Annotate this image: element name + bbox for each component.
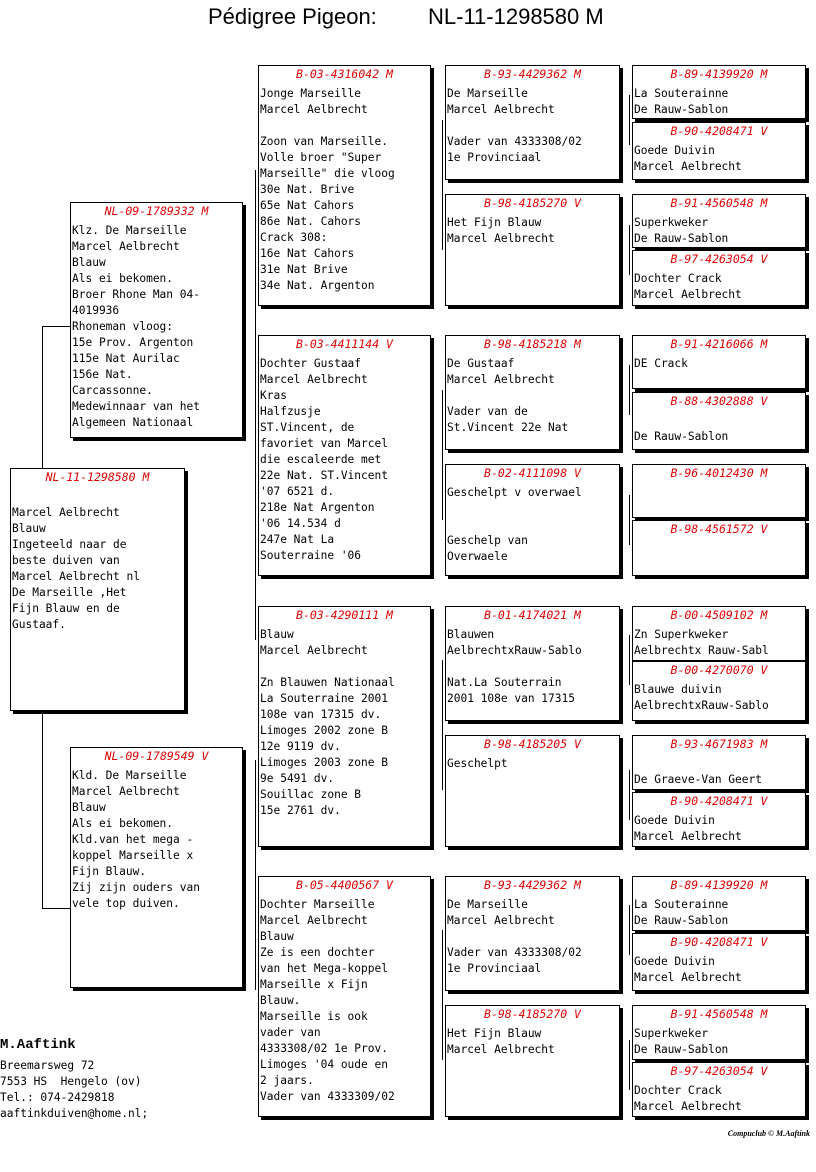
pigeon-card-great-grandparent	[445, 735, 620, 847]
owner-address: Breemarsweg 72	[0, 1059, 95, 1072]
pigeon-card-ancestor	[632, 392, 806, 450]
pigeon-description: Dochter Marseille Marcel Aelbrecht Blauw Ze is een dochter van het Mega-koppel Marseille x Fijn Blauw. Marseille is ook vader van 4333308/02 1e Prov. Limoges '04 oude en 2 jaars. Vader van 4333309/02	[260, 898, 395, 1103]
ring-number: B-96-4012430 M	[670, 466, 768, 480]
connector-line	[629, 1040, 630, 1090]
pigeon-description: Zn Superkweker Aelbrechtx Rauw-Sabl	[634, 628, 769, 657]
connector-line	[629, 635, 630, 685]
ring-number: B-93-4671983 M	[670, 737, 768, 751]
ring-number: B-98-4185270 V	[484, 196, 581, 210]
pigeon-description: Dochter Gustaaf Marcel Aelbrecht Kras Halfzusje ST.Vincent, de favoriet van Marcel die escaleerde met 22e Nat. ST.Vincent '07 6521 d. 218e Nat Argenton '06 14.534 d 247e Nat La Souterraine '06	[260, 357, 388, 562]
pigeon-card-ancestor	[632, 661, 806, 721]
footer-credit: Compuclub © M.Aaftink	[727, 1129, 810, 1138]
ring-number: B-90-4208471 V	[670, 124, 768, 138]
ring-number: B-93-4429362 M	[484, 878, 581, 892]
ring-number: B-91-4560548 M	[670, 1007, 768, 1021]
pigeon-description: De Rauw-Sablon	[634, 430, 729, 443]
pigeon-card-grandparent	[258, 65, 431, 306]
pigeon-description: Geschelpt v overwael Geschelp van Overwaele	[447, 486, 582, 563]
pigeon-description: Superkweker De Rauw-Sablon	[634, 216, 729, 245]
ring-number: B-90-4208471 V	[670, 935, 768, 949]
pigeon-card-grandparent	[258, 335, 431, 576]
pigeon-description: Blauwe duivin AelbrechtxRauw-Sablo	[634, 683, 769, 712]
pigeon-card-ancestor	[632, 1005, 806, 1060]
pigeon-card-ancestor	[632, 464, 806, 518]
owner-email: aaftinkduiven@home.nl;	[0, 1107, 149, 1120]
pigeon-card-ancestor	[632, 65, 806, 119]
ring-number: B-90-4208471 V	[670, 794, 768, 808]
pigeon-card-grandparent	[258, 876, 431, 1117]
pigeon-card-father	[70, 202, 243, 438]
ring-number: B-98-4185205 V	[484, 737, 581, 751]
pigeon-card-ancestor	[632, 876, 806, 931]
ring-number: B-98-4185270 V	[484, 1007, 581, 1021]
pigeon-card-great-grandparent	[445, 1005, 620, 1117]
pigeon-description: Geschelpt	[447, 757, 508, 770]
pigeon-card-ancestor	[632, 933, 806, 991]
pigeon-description: De Graeve-Van Geert	[634, 773, 762, 786]
pigeon-card-great-grandparent	[445, 335, 620, 450]
connector-line	[442, 660, 443, 790]
title-ring-number: NL-11-1298580 M	[428, 4, 604, 29]
ring-number: B-89-4139920 M	[670, 67, 768, 81]
ring-number: B-91-4560548 M	[670, 196, 768, 210]
pigeon-description: La Souterainne De Rauw-Sablon	[634, 87, 729, 116]
ring-number: B-01-4174021 M	[484, 608, 581, 622]
ring-number: B-93-4429362 M	[484, 67, 581, 81]
pigeon-card-great-grandparent	[445, 65, 620, 180]
ring-number: B-91-4216066 M	[670, 337, 768, 351]
ring-number: B-98-4561572 V	[670, 522, 768, 536]
connector-line	[629, 770, 630, 820]
owner-info	[0, 1036, 148, 1122]
pigeon-card-great-grandparent	[445, 194, 620, 306]
connector-line	[629, 225, 630, 275]
pigeon-card-grandparent	[258, 606, 431, 847]
connector-line	[629, 495, 630, 545]
connector-line	[42, 908, 70, 909]
connector-line	[42, 326, 43, 469]
ring-number: B-00-4270070 V	[670, 663, 768, 677]
pigeon-description: Kld. De Marseille Marcel Aelbrecht Blauw Als ei bekomen. Kld.van het mega - koppel Marseille x Fijn Blauw. Zij zijn ouders van vele top duiven.	[72, 769, 200, 910]
connector-line	[255, 170, 256, 640]
pigeon-description: Blauwen AelbrechtxRauw-Sablo Nat.La Souterrain 2001 108e van 17315	[447, 628, 582, 705]
pigeon-card-subject	[10, 468, 185, 711]
pigeon-description: Goede Duivin Marcel Aelbrecht	[634, 814, 742, 843]
pigeon-card-ancestor	[632, 520, 806, 576]
ring-number: B-97-4263054 V	[670, 1064, 768, 1078]
pigeon-card-ancestor	[632, 250, 806, 306]
ring-number: B-98-4185218 M	[484, 337, 581, 351]
pigeon-description: Het Fijn Blauw Marcel Aelbrecht	[447, 1027, 555, 1056]
ring-number: NL-11-1298580 M	[45, 470, 150, 484]
ring-number: B-02-4111098 V	[484, 466, 581, 480]
title-label: Pédigree Pigeon:	[208, 4, 377, 29]
pigeon-description: Dochter Crack Marcel Aelbrecht	[634, 1084, 742, 1113]
pigeon-card-ancestor	[632, 335, 806, 389]
ring-number: B-88-4302888 V	[670, 394, 768, 408]
owner-postal-city: 7553 HS Hengelo (ov)	[0, 1075, 142, 1088]
connector-line	[42, 326, 70, 327]
pigeon-card-great-grandparent	[445, 464, 620, 576]
pigeon-description: De Marseille Marcel Aelbrecht Vader van 4333308/02 1e Provinciaal	[447, 87, 582, 164]
ring-number: NL-09-1789549 V	[104, 749, 209, 763]
pigeon-description: Marcel Aelbrecht Blauw Ingeteeld naar de beste duiven van Marcel Aelbrecht nl De Marseille ,Het Fijn Blauw en de Gustaaf.	[12, 506, 140, 631]
pigeon-card-great-grandparent	[445, 876, 620, 991]
ring-number: NL-09-1789332 M	[104, 204, 209, 218]
connector-line	[629, 365, 630, 415]
pigeon-description: Blauw Marcel Aelbrecht Zn Blauwen Nationaal La Souterraine 2001 108e van 17315 dv. Limoges 2002 zone B 12e 9119 dv. Limoges 2003 zone B 9e 5491 dv. Souillac zone B 15e 2761 dv.	[260, 628, 395, 817]
connector-line	[629, 95, 630, 145]
pigeon-description: Het Fijn Blauw Marcel Aelbrecht	[447, 216, 555, 245]
pigeon-description: Superkweker De Rauw-Sablon	[634, 1027, 729, 1056]
pigeon-description: DE Crack	[634, 357, 688, 370]
pigeon-description: Klz. De Marseille Marcel Aelbrecht Blauw Als ei bekomen. Broer Rhone Man 04- 4019936 Rhoneman vloog: 15e Prov. Argenton 115e Nat Aurilac 156e Nat. Carcassonne. Medewinnaar van het Algemeen Nationaal	[72, 224, 200, 429]
ring-number: B-03-4411144 V	[296, 337, 393, 351]
pigeon-card-great-grandparent	[445, 606, 620, 721]
ring-number: B-97-4263054 V	[670, 252, 768, 266]
pigeon-description: Goede Duivin Marcel Aelbrecht	[634, 144, 742, 173]
ring-number: B-05-4400567 V	[296, 878, 393, 892]
ring-number: B-89-4139920 M	[670, 878, 768, 892]
owner-name: M.Aaftink	[0, 1037, 76, 1053]
pigeon-description: Goede Duivin Marcel Aelbrecht	[634, 955, 742, 984]
connector-line	[442, 390, 443, 520]
ring-number: B-03-4316042 M	[296, 67, 393, 81]
connector-line	[442, 930, 443, 1060]
pigeon-card-mother	[70, 747, 243, 988]
connector-line	[42, 708, 43, 908]
connector-line	[442, 120, 443, 250]
pigeon-card-ancestor	[632, 735, 806, 790]
pigeon-card-ancestor	[632, 122, 806, 180]
connector-line	[629, 905, 630, 955]
pigeon-description: Dochter Crack Marcel Aelbrecht	[634, 272, 742, 301]
pigeon-description: De Marseille Marcel Aelbrecht Vader van 4333308/02 1e Provinciaal	[447, 898, 582, 975]
ring-number: B-03-4290111 M	[296, 608, 393, 622]
pigeon-description: Jonge Marseille Marcel Aelbrecht Zoon van Marseille. Volle broer "Super Marseille" die vloog 30e Nat. Brive 65e Nat Cahors 86e Nat. Cahors Crack 308: 16e Nat Cahors 31e Nat Brive 34e Nat. Argenton	[260, 87, 395, 292]
pigeon-card-ancestor	[632, 792, 806, 847]
owner-phone: Tel.: 074-2429818	[0, 1091, 115, 1104]
pigeon-card-ancestor	[632, 1062, 806, 1117]
pigeon-description: La Souterainne De Rauw-Sablon	[634, 898, 729, 927]
ring-number: B-00-4509102 M	[670, 608, 768, 622]
pigeon-description: De Gustaaf Marcel Aelbrecht Vader van de St.Vincent 22e Nat	[447, 357, 569, 434]
pigeon-card-ancestor	[632, 606, 806, 661]
pigeon-card-ancestor	[632, 194, 806, 248]
connector-line	[255, 760, 256, 990]
